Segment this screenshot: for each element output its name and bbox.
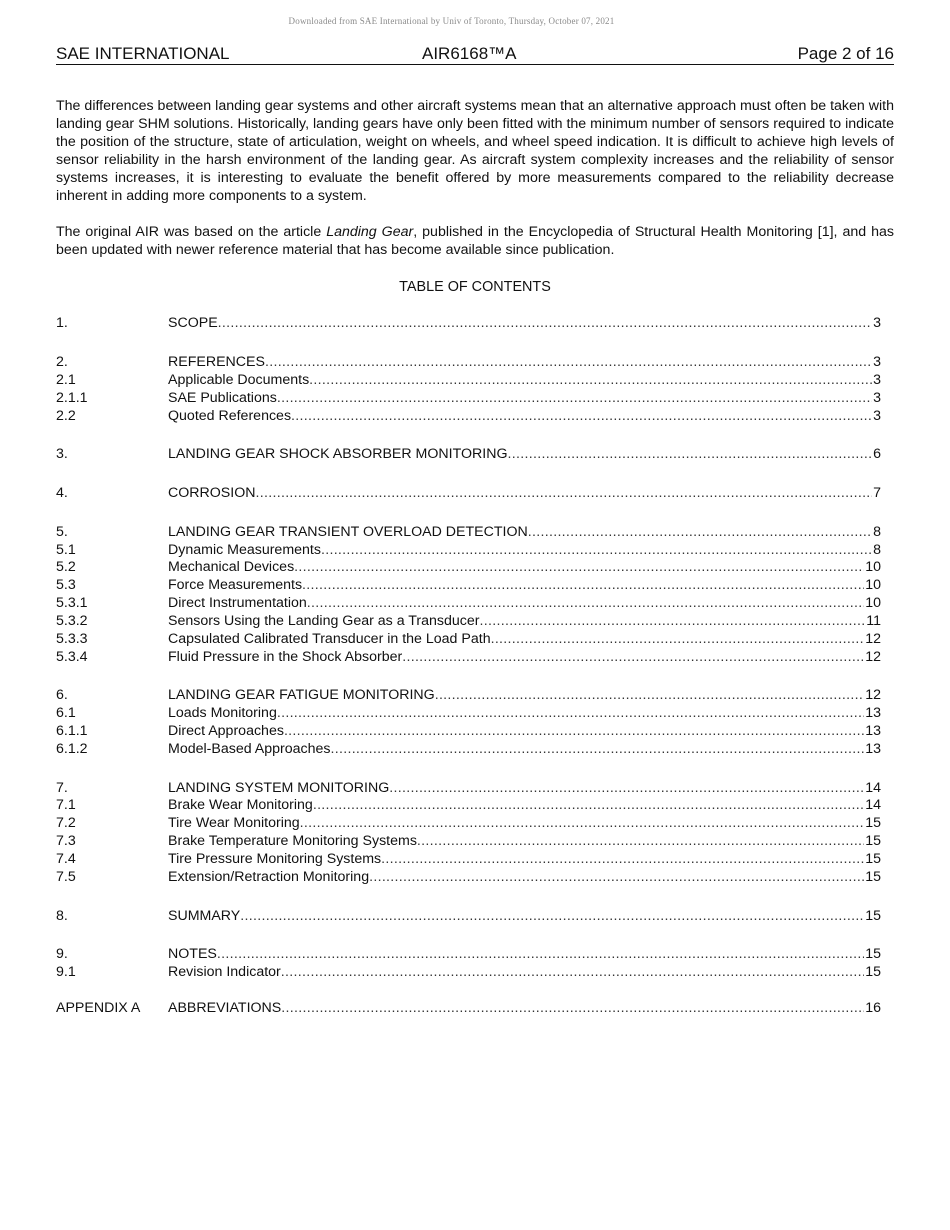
toc-dot-leader	[309, 371, 872, 389]
toc-entry-page: 3	[873, 354, 881, 370]
toc-entry[interactable]	[56, 389, 881, 407]
toc-entry-page: 13	[865, 723, 881, 739]
toc-entry-page: 13	[865, 741, 881, 757]
header-page-number: Page 2 of 16	[797, 44, 894, 63]
toc-entry-number: 7.	[56, 780, 68, 796]
toc-entry[interactable]	[56, 612, 881, 630]
toc-entry-number: 5.3.4	[56, 649, 88, 665]
toc-entry-number: 6.1	[56, 705, 76, 721]
toc-entry-number: 6.	[56, 687, 68, 703]
header-publisher: SAE INTERNATIONAL	[56, 44, 230, 63]
toc-entry[interactable]	[56, 576, 881, 594]
toc-dot-leader	[300, 814, 865, 832]
toc-dot-leader	[265, 353, 872, 371]
toc-dot-leader	[402, 648, 864, 666]
toc-entry-label: SAE Publications	[168, 390, 277, 406]
toc-dot-leader	[508, 445, 873, 463]
toc-entry-number: 1.	[56, 315, 68, 331]
toc-entry-label: LANDING GEAR FATIGUE MONITORING	[168, 687, 435, 703]
toc-entry-page: 15	[865, 946, 881, 962]
toc-dot-leader	[369, 868, 864, 886]
toc-entry-label: Fluid Pressure in the Shock Absorber	[168, 649, 403, 665]
toc-entry[interactable]	[56, 630, 881, 648]
toc-entry[interactable]	[56, 814, 881, 832]
toc-dot-leader	[389, 779, 864, 797]
toc-entry-number: 4.	[56, 485, 68, 501]
toc-entry-page: 6	[873, 446, 881, 462]
toc-entry[interactable]	[56, 779, 881, 797]
toc-entry-label: Force Measurements	[168, 577, 303, 593]
toc-entry-number: 5.3.3	[56, 631, 88, 647]
toc-entry[interactable]	[56, 832, 881, 850]
toc-entry-page: 14	[865, 797, 881, 813]
toc-entry-number: 2.2	[56, 408, 76, 424]
header-document-id: AIR6168™A	[422, 44, 517, 63]
toc-dot-leader	[256, 484, 873, 502]
toc-entry-number: 5.1	[56, 542, 76, 558]
toc-entry-number: 2.1	[56, 372, 76, 388]
toc-entry-page: 12	[865, 687, 881, 703]
toc-dot-leader	[217, 945, 864, 963]
toc-entry-label: Sensors Using the Landing Gear as a Transducer	[168, 613, 480, 629]
toc-entry[interactable]	[56, 963, 881, 981]
toc-entry-page: 13	[865, 705, 881, 721]
toc-entry-page: 10	[865, 595, 881, 611]
toc-entry[interactable]	[56, 541, 881, 559]
intro-paragraph-2	[56, 224, 894, 260]
toc-entry-label: Capsulated Calibrated Transducer in the Load Path	[168, 631, 491, 647]
toc-entry-label: Applicable Documents	[168, 372, 310, 388]
toc-entry[interactable]	[56, 594, 881, 612]
toc-entry-page: 15	[865, 869, 881, 885]
page-header	[56, 44, 894, 65]
intro-paragraph-1: The differences between landing gear systems and other aircraft systems mean that an alternative approach must often be taken with landing gear SHM solutions. Historically, landing gears have only been fitted with the minimum number of sensors required to indicate the position of the structure, state of articulation, weight on wheels, and wheel speed indication. It is difficult to achieve high levels of sensor reliability in the harsh environment of the landing gear. As aircraft system complexity increases and the reliability of sensor systems increases, it is interesting to evaluate the benefit offered by more measurements compared to the reliability decrease inherent in adding more components to a system.	[56, 98, 894, 204]
toc-dot-leader	[218, 314, 872, 332]
toc-entry-number: APPENDIX A	[56, 1000, 141, 1016]
toc-entry-number: 7.2	[56, 815, 76, 831]
toc-entry-page: 3	[873, 390, 881, 406]
toc-entry-number: 7.5	[56, 869, 76, 885]
toc-entry-number: 8.	[56, 908, 68, 924]
toc-entry-label: Tire Pressure Monitoring Systems	[168, 851, 382, 867]
toc-entry-number: 2.1.1	[56, 390, 88, 406]
toc-entry-label: Dynamic Measurements	[168, 542, 321, 558]
toc-entry-page: 14	[865, 780, 881, 796]
toc-entry-page: 11	[866, 613, 881, 629]
toc-entry-number: 6.1.2	[56, 741, 88, 757]
toc-entry[interactable]	[56, 704, 881, 722]
toc-entry-label: Model-Based Approaches	[168, 741, 331, 757]
toc-entry[interactable]	[56, 850, 881, 868]
toc-dot-leader	[321, 541, 872, 559]
toc-entry-label: Mechanical Devices	[168, 559, 295, 575]
toc-entry-page: 3	[873, 372, 881, 388]
toc-entry-number: 5.2	[56, 559, 76, 575]
toc-entry-label: Extension/Retraction Monitoring	[168, 869, 370, 885]
toc-entry-label: Brake Temperature Monitoring Systems	[168, 833, 417, 849]
toc-entry-page: 8	[873, 524, 881, 540]
toc-entry[interactable]	[56, 648, 881, 666]
toc-entry[interactable]	[56, 907, 881, 925]
toc-entry-label: REFERENCES	[168, 354, 265, 370]
toc-entry-label: LANDING SYSTEM MONITORING	[168, 780, 390, 796]
toc-entry-number: 2.	[56, 354, 68, 370]
toc-entry[interactable]	[56, 796, 881, 814]
toc-entry[interactable]	[56, 740, 881, 758]
toc-entry-page: 10	[865, 559, 881, 575]
toc-entry[interactable]	[56, 999, 881, 1017]
toc-entry-page: 7	[873, 485, 881, 501]
toc-entry-number: 6.1.1	[56, 723, 88, 739]
toc-entry-number: 5.3.1	[56, 595, 88, 611]
toc-dot-leader	[417, 832, 864, 850]
toc-entry-page: 12	[865, 649, 881, 665]
toc-dot-leader	[313, 796, 864, 814]
toc-dot-leader	[240, 907, 864, 925]
toc-entry-page: 12	[865, 631, 881, 647]
toc-entry-label: NOTES	[168, 946, 217, 962]
download-watermark: Downloaded from SAE International by Univ of Toronto, Thursday, October 07, 2021	[288, 16, 615, 26]
toc-entry[interactable]	[56, 868, 881, 886]
toc-entry[interactable]	[56, 722, 881, 740]
toc-entry-number: 5.3	[56, 577, 76, 593]
toc-title: TABLE OF CONTENTS	[399, 279, 551, 295]
toc-entry-label: SCOPE	[168, 315, 218, 331]
toc-entry-page: 3	[873, 408, 881, 424]
toc-entry-number: 3.	[56, 446, 68, 462]
toc-entry-page: 8	[873, 542, 881, 558]
toc-entry[interactable]	[56, 371, 881, 389]
toc-entry-page: 3	[873, 315, 881, 331]
toc-entry[interactable]	[56, 484, 881, 502]
toc-entry-number: 5.	[56, 524, 68, 540]
toc-dot-leader	[480, 612, 866, 630]
toc-entry-label: Revision Indicator	[168, 964, 281, 980]
article-title: Landing Gear	[326, 224, 414, 240]
toc-dot-leader	[307, 594, 864, 612]
toc-entry-page: 10	[865, 577, 881, 593]
paragraph-2-start: The original AIR was based on the article	[56, 224, 327, 240]
toc-dot-leader	[281, 999, 864, 1017]
toc-entry-number: 9.1	[56, 964, 76, 980]
toc-dot-leader	[284, 722, 864, 740]
toc-entry-number: 9.	[56, 946, 68, 962]
toc-entry-page: 15	[865, 815, 881, 831]
toc-dot-leader	[302, 576, 864, 594]
toc-entry-label: Quoted References	[168, 408, 292, 424]
toc-entry-page: 16	[865, 1000, 881, 1016]
toc-dot-leader	[294, 558, 864, 576]
toc-dot-leader	[281, 963, 864, 981]
toc-entry-page: 15	[865, 908, 881, 924]
toc-entry-page: 15	[865, 833, 881, 849]
toc-dot-leader	[528, 523, 872, 541]
toc-entry-page: 15	[865, 964, 881, 980]
toc-dot-leader	[291, 407, 872, 425]
toc-entry-label: ABBREVIATIONS	[168, 1000, 282, 1016]
toc-entry[interactable]	[56, 945, 881, 963]
toc-entry-label: Brake Wear Monitoring	[168, 797, 313, 813]
toc-entry-page: 15	[865, 851, 881, 867]
toc-entry-label: Direct Instrumentation	[168, 595, 307, 611]
toc-entry[interactable]	[56, 686, 881, 704]
toc-entry-number: 7.1	[56, 797, 76, 813]
toc-entry-number: 7.4	[56, 851, 76, 867]
toc-entry-number: 5.3.2	[56, 613, 88, 629]
toc-entry[interactable]	[56, 353, 881, 371]
toc-dot-leader	[277, 704, 864, 722]
paragraph-2-end: , published in the Encyclopedia of Structural Health Monitoring [1], and has been updated with newer reference material that has become available since publication.	[56, 224, 894, 258]
toc-entry[interactable]	[56, 558, 881, 576]
toc-entry[interactable]	[56, 523, 881, 541]
toc-entry-number: 7.3	[56, 833, 76, 849]
toc-dot-leader	[330, 740, 864, 758]
toc-entry-label: LANDING GEAR SHOCK ABSORBER MONITORING	[168, 446, 508, 462]
toc-dot-leader	[381, 850, 864, 868]
toc-dot-leader	[435, 686, 865, 704]
toc-entry-label: LANDING GEAR TRANSIENT OVERLOAD DETECTION	[168, 524, 528, 540]
toc-entry-label: Direct Approaches	[168, 723, 284, 739]
toc-entry-label: Tire Wear Monitoring	[168, 815, 300, 831]
toc-entry-label: SUMMARY	[168, 908, 241, 924]
toc-dot-leader	[491, 630, 865, 648]
toc-entry-label: CORROSION	[168, 485, 256, 501]
toc-entry[interactable]	[56, 407, 881, 425]
toc-entry[interactable]	[56, 445, 881, 463]
toc-entry-label: Loads Monitoring	[168, 705, 277, 721]
toc-dot-leader	[277, 389, 872, 407]
toc-entry[interactable]	[56, 314, 881, 332]
